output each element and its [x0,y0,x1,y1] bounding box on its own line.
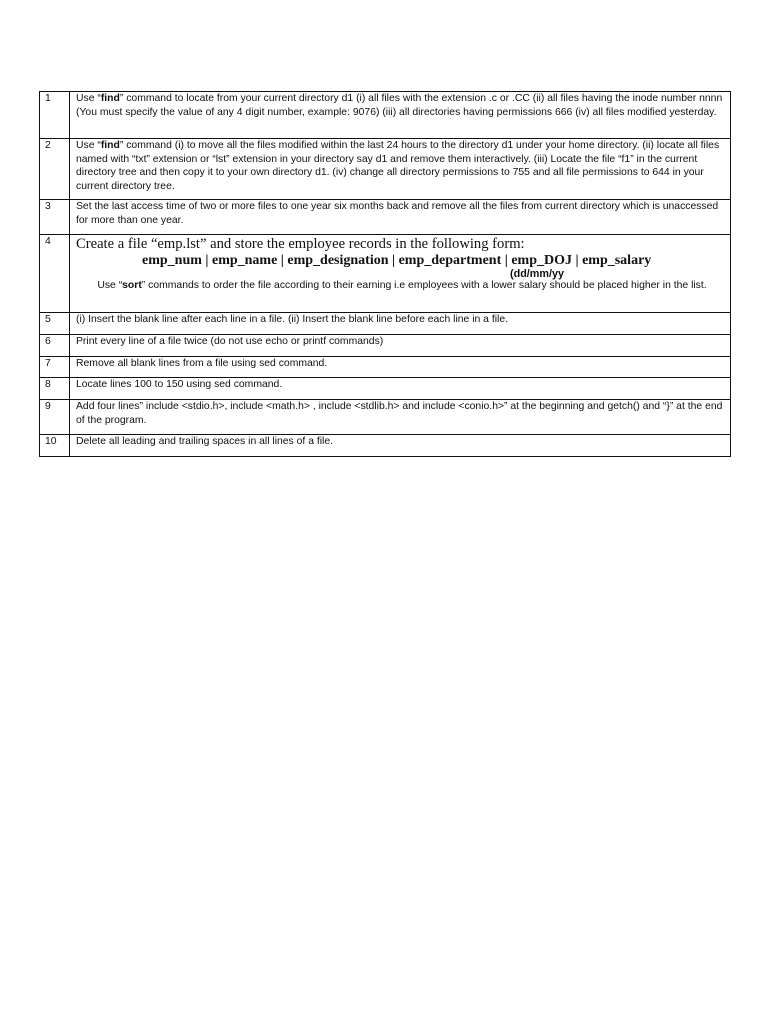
command-keyword: find [100,140,120,151]
sort-instruction: Use “sort” commands to order the file according to their earning i.e employees with a lower salary should be placed higher in the list. [97,280,707,291]
table-row [40,139,731,200]
row-number: 9 [40,400,70,435]
record-format: emp_num | emp_name | emp_designation | emp_department | emp_DOJ | emp_salary [142,253,652,268]
table-row [40,378,731,400]
table-row [40,400,731,435]
table-row [40,200,731,235]
table-row [40,235,731,313]
task-description: Delete all leading and trailing spaces in all lines of a file. [70,435,731,457]
exercise-table-container [39,91,731,457]
task-description: Locate lines 100 to 150 using sed command. [70,378,731,400]
task-description: Add four lines” include <stdio.h>, include <math.h> , include <stdlib.h> and include <conio.h>” at the beginning and getch() and “}” at the end of the program. [70,400,731,435]
row-number: 1 [40,92,70,139]
date-format: (dd/mm/yy [510,268,564,280]
table-row [40,92,731,139]
task-description: Remove all blank lines from a file using sed command. [70,357,731,378]
row-number: 5 [40,313,70,335]
task-heading: Create a file “emp.lst” and store the employee records in the following form: [76,236,525,252]
task-description [70,235,731,313]
command-keyword: sort [122,280,142,291]
table-row [40,313,731,335]
row-number: 6 [40,335,70,357]
task-description: Set the last access time of two or more files to one year six months back and remove all the files from current directory which is unaccessed for more than one year. [70,200,731,235]
command-keyword: find [100,93,120,104]
row-number: 2 [40,139,70,200]
exercise-table [39,91,731,457]
table-row [40,335,731,357]
task-description: Use “find” command to locate from your current directory d1 (i) all files with the extension .c or .CC (ii) all files having the inode number nnnn (You must specify the value of any 4 digit number, example: 9076) (iii) all directories having permissions 666 (iv) all files modified yesterday. [70,92,731,139]
task-description: Use “find” command (i) to move all the files modified within the last 24 hours to the directory d1 under your home directory. (ii) locate all files named with “txt” extension or “lst” extension in your directory say d1 and remove them interactively. (iii) Locate the file “f1” in the current directory tree and then copy it to your own directory d1. (iv) change all directory permissions to 755 and all file permissions to 644 in your current directory tree. [70,139,731,200]
row-number: 8 [40,378,70,400]
row-number: 4 [40,235,70,313]
table-row [40,357,731,378]
row-number: 10 [40,435,70,457]
row-number: 3 [40,200,70,235]
row-number: 7 [40,357,70,378]
task-description: (i) Insert the blank line after each line in a file. (ii) Insert the blank line before each line in a file. [70,313,731,335]
task-description: Print every line of a file twice (do not use echo or printf commands) [70,335,731,357]
table-row [40,435,731,457]
